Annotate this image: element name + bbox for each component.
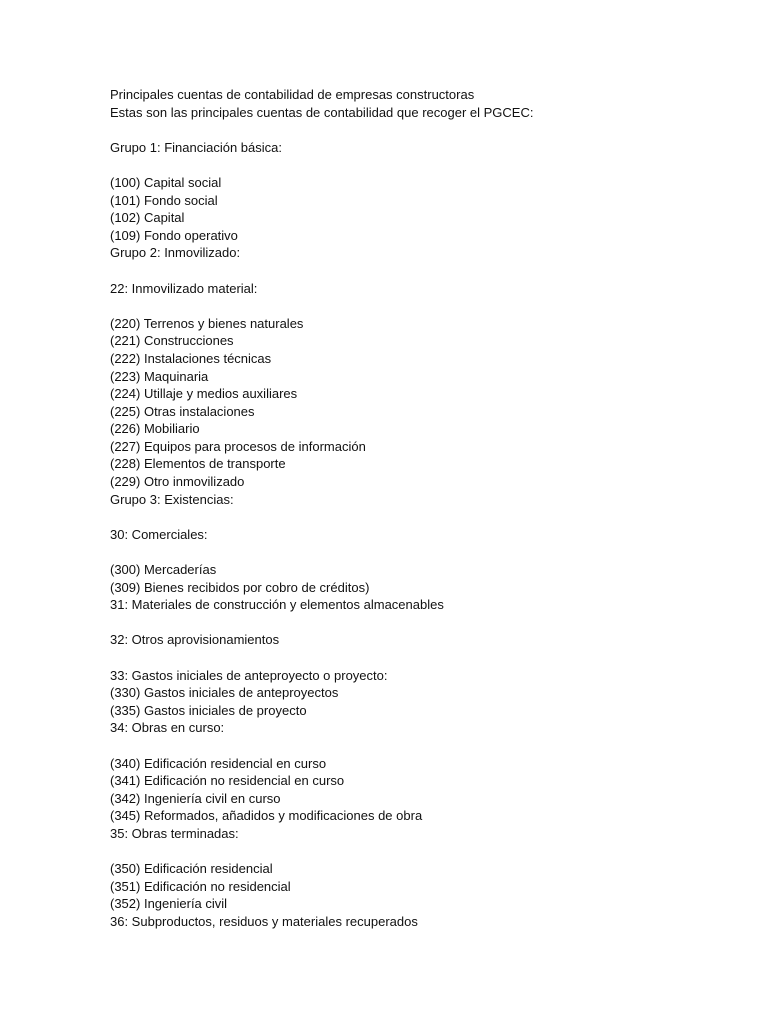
spacer (110, 614, 750, 632)
list-item: (342) Ingeniería civil en curso (110, 790, 281, 806)
list-item: (330) Gastos iniciales de anteproyectos (110, 685, 339, 701)
list-item: (350) Edificación residencial (110, 861, 273, 877)
group-heading: Grupo 3: Existencias: (110, 491, 234, 507)
subgroup-heading: 35: Obras terminadas: (110, 825, 239, 841)
subgroup-heading: 32: Otros aprovisionamientos (110, 632, 280, 648)
group-heading: Grupo 2: Inmovilizado: (110, 245, 241, 261)
document-title: Principales cuentas de contabilidad de empresas constructoras (110, 87, 475, 102)
list-item: (227) Equipos para procesos de información (110, 438, 366, 454)
list-item: (309) Bienes recibidos por cobro de créditos) (110, 579, 370, 595)
subgroup-heading: 30: Comerciales: (110, 526, 208, 542)
list-item: (220) Terrenos y bienes naturales (110, 315, 304, 331)
spacer (110, 508, 750, 526)
spacer (110, 262, 750, 280)
document-page (110, 86, 750, 931)
list-item: (224) Utillaje y medios auxiliares (110, 386, 298, 402)
spacer (110, 297, 750, 315)
spacer (110, 156, 750, 174)
list-item: (300) Mercaderías (110, 562, 217, 578)
spacer (110, 843, 750, 861)
list-item: (226) Mobiliario (110, 421, 200, 437)
group-heading: Grupo 1: Financiación básica: (110, 139, 282, 155)
spacer (110, 737, 750, 755)
list-item: (345) Reformados, añadidos y modificaciones de obra (110, 808, 423, 824)
document-intro: Estas son las principales cuentas de contabilidad que recoger el PGCEC: (110, 104, 534, 120)
list-item: (351) Edificación no residencial (110, 878, 291, 894)
list-item: (102) Capital (110, 210, 185, 226)
list-item: (222) Instalaciones técnicas (110, 350, 272, 366)
list-item: (100) Capital social (110, 174, 222, 190)
subgroup-heading: 36: Subproductos, residuos y materiales recuperados (110, 913, 418, 929)
list-item: (221) Construcciones (110, 333, 234, 349)
spacer (110, 543, 750, 561)
spacer (110, 121, 750, 139)
list-item: (225) Otras instalaciones (110, 403, 255, 419)
list-item: (228) Elementos de transporte (110, 456, 286, 472)
list-item: (109) Fondo operativo (110, 227, 238, 243)
subgroup-heading: 33: Gastos iniciales de anteproyecto o proyecto: (110, 667, 388, 683)
list-item: (101) Fondo social (110, 192, 218, 208)
subgroup-heading: 31: Materiales de construcción y elementos almacenables (110, 597, 444, 613)
subgroup-heading: 34: Obras en curso: (110, 720, 225, 736)
list-item: (335) Gastos iniciales de proyecto (110, 702, 307, 718)
list-item: (352) Ingeniería civil (110, 896, 228, 912)
list-item: (223) Maquinaria (110, 368, 209, 384)
subgroup-heading: 22: Inmovilizado material: (110, 280, 258, 296)
list-item: (229) Otro inmovilizado (110, 474, 245, 490)
list-item: (340) Edificación residencial en curso (110, 755, 327, 771)
spacer (110, 649, 750, 667)
list-item: (341) Edificación no residencial en curso (110, 773, 345, 789)
